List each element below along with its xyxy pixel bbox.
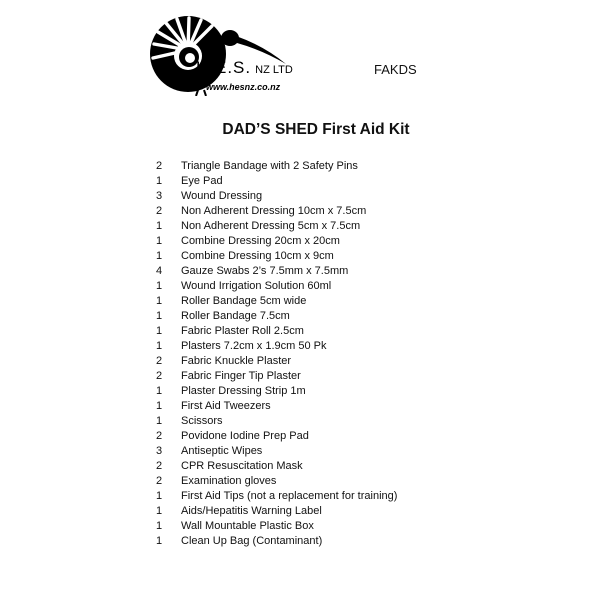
list-item [156,354,397,369]
item-name: Wound Dressing [181,190,263,202]
item-quantity: 2 [156,205,163,217]
list-item [156,489,397,504]
company-name [196,58,293,78]
list-item [156,519,397,534]
item-name: Plaster Dressing Strip 1m [181,385,306,397]
item-quantity: 2 [156,460,163,472]
brand-suffix: NZ LTD [255,64,293,76]
page-title [0,121,600,139]
item-quantity: 1 [156,175,163,187]
item-name: Gauze Swabs 2’s 7.5mm x 7.5mm [181,265,349,277]
list-item [156,384,397,399]
list-item [156,399,397,414]
item-quantity: 3 [156,445,163,457]
item-name: Combine Dressing 20cm x 20cm [181,235,340,247]
product-code: FAKDS [374,62,417,77]
item-name: Aids/Hepatitis Warning Label [181,505,322,517]
list-item [156,279,397,294]
item-name: Fabric Finger Tip Plaster [181,370,301,382]
item-quantity: 2 [156,355,163,367]
item-name: Scissors [181,415,223,427]
list-item [156,294,397,309]
item-quantity: 1 [156,220,163,232]
item-quantity: 3 [156,190,163,202]
item-name: Fabric Plaster Roll 2.5cm [181,325,304,337]
item-quantity: 1 [156,520,163,532]
item-quantity: 1 [156,505,163,517]
item-name: Combine Dressing 10cm x 9cm [181,250,334,262]
item-list [156,159,397,549]
list-item [156,339,397,354]
list-item [156,174,397,189]
item-quantity: 1 [156,400,163,412]
company-website: www.hesnz.co.nz [206,82,281,92]
list-item [156,219,397,234]
item-name: Roller Bandage 5cm wide [181,295,307,307]
item-name: Roller Bandage 7.5cm [181,310,290,322]
item-quantity: 1 [156,325,163,337]
list-item [156,369,397,384]
list-item [156,264,397,279]
item-name: Wall Mountable Plastic Box [181,520,314,532]
list-item [156,324,397,339]
item-name: Plasters 7.2cm x 1.9cm 50 Pk [181,340,327,352]
item-quantity: 1 [156,280,163,292]
item-name: First Aid Tweezers [181,400,271,412]
item-quantity: 1 [156,490,163,502]
item-name: Fabric Knuckle Plaster [181,355,292,367]
list-item [156,234,397,249]
list-item [156,474,397,489]
brand-name: H.E.S. [196,58,252,77]
list-item [156,249,397,264]
item-quantity: 2 [156,370,163,382]
item-name: First Aid Tips (not a replacement for training) [181,490,398,502]
item-name: Clean Up Bag (Contaminant) [181,535,323,547]
item-name: Antiseptic Wipes [181,445,263,457]
list-item [156,504,397,519]
item-name: Triangle Bandage with 2 Safety Pins [181,160,358,172]
item-quantity: 4 [156,265,163,277]
item-quantity: 1 [156,415,163,427]
item-quantity: 1 [156,340,163,352]
item-name: Eye Pad [181,175,223,187]
list-item [156,459,397,474]
list-item [156,159,397,174]
item-name: Non Adherent Dressing 5cm x 7.5cm [181,220,361,232]
item-quantity: 1 [156,535,163,547]
list-item [156,204,397,219]
item-quantity: 1 [156,250,163,262]
item-quantity: 1 [156,295,163,307]
list-item [156,189,397,204]
item-quantity: 1 [156,385,163,397]
list-item [156,309,397,324]
list-item [156,429,397,444]
list-item [156,414,397,429]
item-quantity: 2 [156,160,163,172]
list-item [156,534,397,549]
item-name: CPR Resuscitation Mask [181,460,303,472]
list-item [156,444,397,459]
item-name: Examination gloves [181,475,277,487]
item-name: Wound Irrigation Solution 60ml [181,280,332,292]
item-quantity: 1 [156,235,163,247]
item-quantity: 1 [156,310,163,322]
item-quantity: 2 [156,430,163,442]
item-quantity: 2 [156,475,163,487]
item-name: Povidone Iodine Prep Pad [181,430,309,442]
item-name: Non Adherent Dressing 10cm x 7.5cm [181,205,367,217]
page-title-text: DAD’S SHED First Aid Kit [222,121,410,138]
